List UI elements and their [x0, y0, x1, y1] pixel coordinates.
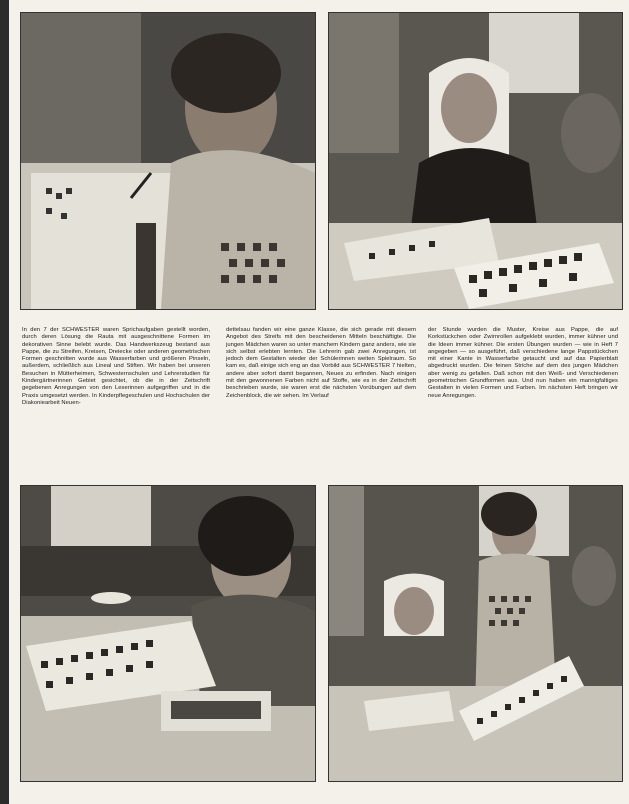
photo-girl-stamping-patterns — [20, 485, 316, 782]
article-column-2 — [226, 327, 416, 400]
photo-sister-with-patterns — [328, 12, 623, 310]
photo-woman-painting-pattern — [20, 12, 316, 310]
article-column-3 — [428, 327, 618, 400]
article-text-column-3: der Stunde wurden die Muster, Kreise aus Pappe, die auf Korkstückchen oder Zwirnrollen aufgeklebt wurden, immer kühner und die Ideen immer kühner. Die ersten Übungen wurden — wie in Heft 7 angegeben — so ausgeführt, daß verschiedene lange Pappstückchen mit einer Kante in Wasserfarbe getaucht und auf das Papierblatt abgedruckt wurden. Die feinen Striche auf dem des jungen Mädchen aber wenig zu gefallen. Daß schon mit den Weiß- und Verschiedenen geometrischen Grundformen aus. Und nun haben ein mannigfaltiges Gestalten in vielen Formen und Farben. Im nächsten Heft bringen wir neue Anregungen. — [428, 327, 618, 399]
article-text-column-1: In den 7 der SCHWESTER waren Sprichaufgaben gestellt worden, durch deren Lösung die Rauta mit ausgeschnittene Formen im dekorativen Sinne belebt wurde. Das Handwerkszeug bestand aus Pappe, die zu Streifen, Kreisen, Dreiecke oder anderen geometrischen Formen geschnitten wurde aus Wasserfarben und größeren Pinseln, außerdem, schließlich aus Lineal und Stiften. Wir haben bei unseren Besuchen in Mütterheimen, Schwesternschulen und Lehrerstudien für Kindergärtnerinnen Gebiet gesichtet, ob die in der Zeitschrift gegebenen Anregungen von den Leserinnen aufgegriffen und in die Praxis umgesetzt werden. In Kinderpflegeschulen und Hochschulen der Diakoniearbeit Neuen- — [22, 327, 210, 406]
page-binding-edge — [0, 0, 9, 804]
photo-students-showing-pattern — [328, 485, 623, 782]
article-column-1 — [22, 327, 210, 407]
article-text-column-2: dettelsau fanden wir eine ganze Klasse, die sich gerade mit diesem Angebot des Streifs mit den bescheidenen Mitteln beschäftigte. Die jungen Mädchen waren so unter manchem Kindern ganz anders, wie sie sich selbst erlebten lernten. Die Lehrerin gab zwei Anregungen, ist jedoch dem Gestalten wieder der Schülerinnen weiten Spielraum. So kam es, daß einige sich eng an das Vorbild aus SCHWESTER 7 hielten, andere aber sofort damit begannen, Neues zu erfinden. Nach einigen mit den gewonnenen Farben nicht auf Stoffe, wie es in der Zeitschrift beschrieben wurde, sie waren erst die nächsten Vorübungen auf dem Zeichenblock, die wir sehen. Im Verlauf — [226, 327, 416, 399]
